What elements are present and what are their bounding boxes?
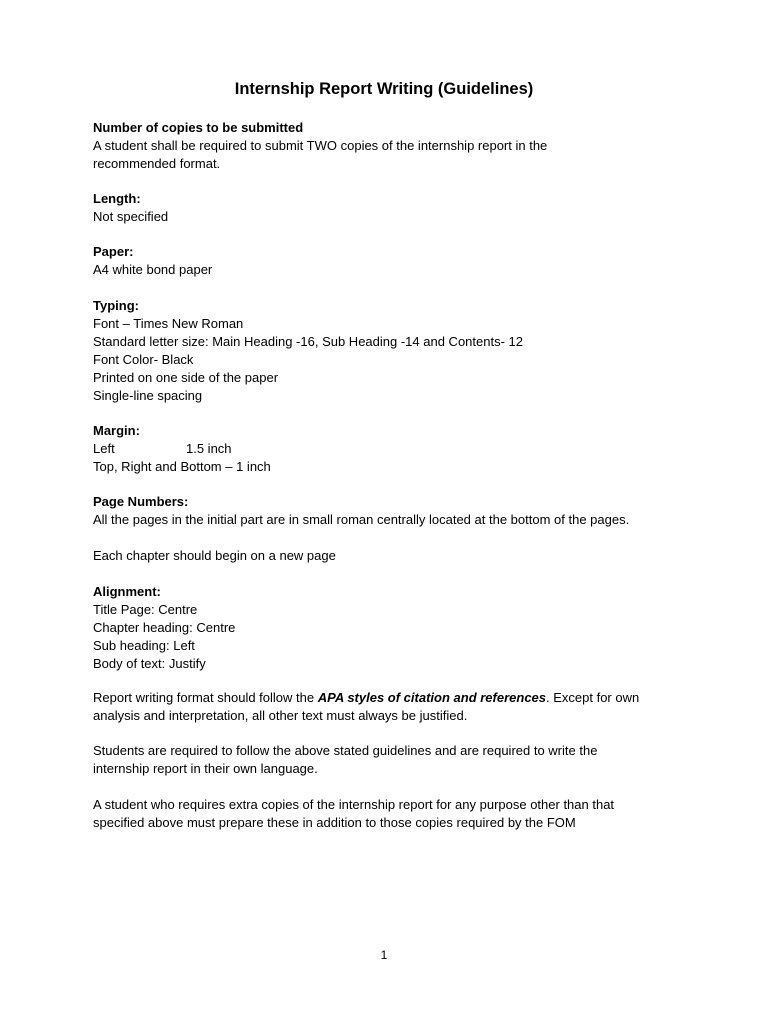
copies-heading: Number of copies to be submitted: [93, 120, 304, 135]
typing-line: Font – Times New Roman: [93, 316, 244, 331]
alignment-line: Body of text: Justify: [93, 656, 206, 671]
format-suffix: . Except for own: [546, 690, 640, 705]
margin-other: Top, Right and Bottom – 1 inch: [93, 459, 271, 474]
typing-line: Printed on one side of the paper: [93, 370, 279, 385]
extra-line: A student who requires extra copies of the internship report for any purpose other than that: [93, 797, 615, 812]
students-line: Students are required to follow the above stated guidelines and are required to write the: [93, 743, 598, 758]
length-section: [93, 190, 713, 226]
format-line: [93, 689, 713, 707]
alignment-line: Sub heading: Left: [93, 638, 195, 653]
typing-line: Font Color- Black: [93, 352, 194, 367]
page-number: 1: [380, 948, 388, 962]
extra-line: specified above must prepare these in addition to those copies required by the FOM: [93, 815, 576, 830]
margin-left-label: Left: [93, 441, 115, 456]
apa-emphasis: APA styles of citation and references: [317, 690, 547, 705]
copies-line: A student shall be required to submit TWO copies of the internship report in the: [93, 138, 548, 153]
margin-left-value: 1.5 inch: [186, 441, 232, 456]
margin-left-row: [93, 440, 713, 458]
chapter-note-text: Each chapter should begin on a new page: [93, 548, 336, 563]
paper-text: A4 white bond paper: [93, 262, 213, 277]
format-paragraph: [93, 689, 713, 725]
copies-section: [93, 119, 713, 173]
page-numbers-text: All the pages in the initial part are in small roman centrally located at the bottom of the pages.: [93, 512, 630, 527]
copies-line: recommended format.: [93, 156, 221, 171]
format-line: analysis and interpretation, all other text must always be justified.: [93, 708, 468, 723]
typing-line: Single-line spacing: [93, 388, 203, 403]
typing-heading: Typing:: [93, 298, 139, 313]
margin-heading: Margin:: [93, 423, 140, 438]
alignment-line: Chapter heading: Centre: [93, 620, 236, 635]
document-title: Internship Report Writing (Guidelines): [234, 80, 534, 98]
alignment-section: [93, 583, 713, 673]
format-prefix: Report writing format should follow the: [93, 690, 318, 705]
paper-section: [93, 243, 713, 279]
extra-copies-paragraph: [93, 796, 713, 832]
margin-section: [93, 422, 713, 476]
alignment-line: Title Page: Centre: [93, 602, 198, 617]
page-numbers-heading: Page Numbers:: [93, 494, 189, 509]
chapter-note: [93, 547, 713, 565]
paper-heading: Paper:: [93, 244, 134, 259]
alignment-heading: Alignment:: [93, 584, 161, 599]
length-heading: Length:: [93, 191, 141, 206]
page-numbers-section: [93, 493, 713, 529]
length-text: Not specified: [93, 209, 169, 224]
students-paragraph: [93, 742, 713, 778]
typing-line: Standard letter size: Main Heading -16, Sub Heading -14 and Contents- 12: [93, 334, 523, 349]
students-line: internship report in their own language.: [93, 761, 318, 776]
typing-section: [93, 297, 713, 405]
